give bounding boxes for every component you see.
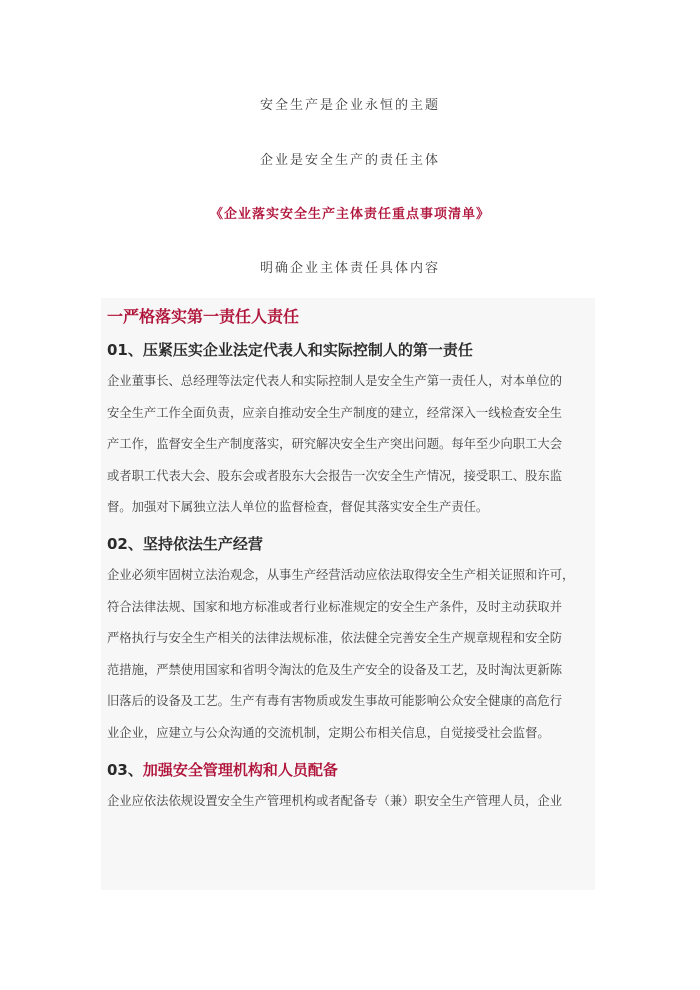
paragraph-line: 或者职工代表大会、股东会或者股东大会报告一次安全生产情况，接受职工、股东监 — [107, 468, 562, 483]
item-number: 03、 — [107, 760, 143, 779]
paragraph-line: 范措施，严禁使用国家和省明令淘汰的危及生产安全的设备及工艺，及时淘汰更新陈 — [107, 662, 562, 677]
item-title: 加强安全管理机构和人员配备 — [142, 760, 338, 779]
paragraph-line: 安全生产工作全面负责，应亲自推动安全生产制度的建立，经常深入一线检查安全生 — [107, 405, 562, 420]
paragraph-line: 旧落后的设备及工艺。生产有毒有害物质或发生事故可能影响公众安全健康的高危行 — [107, 694, 562, 709]
item-title: 压紧压实企业法定代表人和实际控制人的第一责任 — [142, 341, 473, 359]
item-heading-2 — [107, 532, 595, 556]
item-title: 坚持依法生产经营 — [142, 534, 263, 553]
section-title: 一严格落实第一责任人责任 — [107, 307, 300, 326]
intro-line-2: 企业是安全生产的责任主体 — [259, 153, 440, 168]
item-heading-3 — [107, 758, 595, 782]
paragraph-line: 企业董事长、总经理等法定代表人和实际控制人是安全生产第一责任人，对本单位的 — [107, 374, 562, 388]
paragraph-line: 产工作，监督安全生产制度落实，研究解决安全生产突出问题。每年至少向职工大会 — [107, 437, 562, 452]
paragraph-line: 业企业，应建立与公众沟通的交流机制，定期公布相关信息，自觉接受社会监督。 — [107, 725, 550, 740]
content-panel — [101, 298, 595, 890]
paragraph-line: 企业应依法依规设置安全生产管理机构或者配备专（兼）职安全生产管理人员，企业 — [107, 793, 562, 808]
intro-line-4: 明确企业主体责任具体内容 — [259, 261, 440, 276]
paragraph-line: 企业必须牢固树立法治观念，从事生产经营活动应依法取得安全生产相关证照和许可， — [107, 567, 575, 582]
item-number: 01、 — [107, 341, 143, 359]
item-number: 02、 — [107, 534, 143, 553]
intro-line-1: 安全生产是企业永恒的主题 — [259, 98, 440, 113]
document-title: 《企业落实安全生产主体责任重点事项清单》 — [209, 207, 490, 222]
paragraph-line: 严格执行与安全生产相关的法律法规标准，依法健全完善安全生产规章规程和安全防 — [107, 631, 562, 646]
paragraph-line: 符合法律法规、国家和地方标准或者行业标准规定的安全生产条件，及时主动获取并 — [107, 599, 562, 614]
item-heading-1 — [107, 338, 595, 362]
paragraph-line: 督。加强对下属独立法人单位的监督检查，督促其落实安全生产责任。 — [107, 500, 489, 515]
